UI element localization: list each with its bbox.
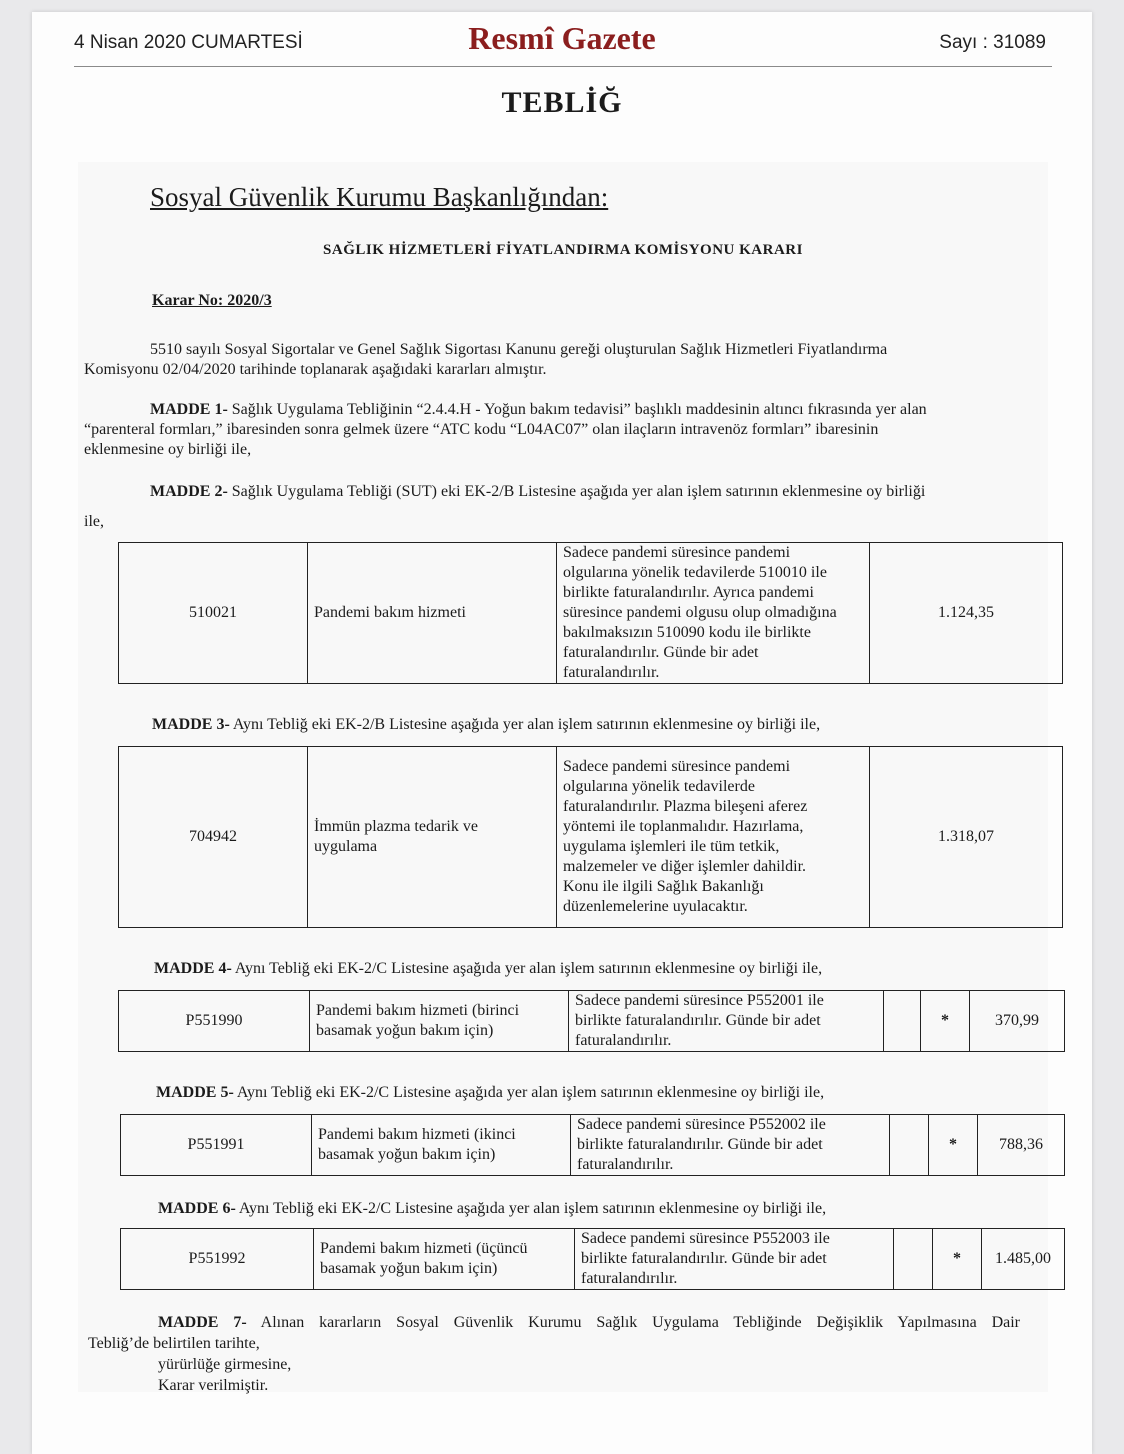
asterisk-mark: * (929, 1115, 978, 1176)
procedure-name: Pandemi bakım hizmeti (308, 543, 557, 684)
article-7 (88, 1312, 1020, 1396)
article-label: MADDE 6- (158, 1200, 236, 1217)
table-row (119, 991, 1065, 1052)
procedure-table-P551991 (120, 1114, 1065, 1176)
article-label: MADDE 5- (156, 1084, 234, 1101)
asterisk-mark: * (921, 991, 970, 1052)
article-text: Sağlık Uygulama Tebliği (SUT) eki EK-2/B Listesine aşağıda yer alan işlem satırının eklenmesine oy birliği (231, 483, 926, 500)
article-text: Aynı Tebliğ eki EK-2/C Listesine aşağıda yer alan işlem satırının eklenmesine oy birliği ile, (238, 1200, 827, 1217)
article-text: ile, (84, 513, 104, 530)
procedure-name: Pandemi bakım hizmeti (birinci basamak yoğun bakım için) (310, 991, 569, 1052)
procedure-description: Sadece pandemi süresince pandemi olgularına yönelik tedavilerde faturalandırılır. Plazma bileşeni aferez yöntemi ile toplanmalıdır. Hazırlama, uygulama işlemleri ile tüm tetkik, malzemeler ve diğer işlemler dahildir. Konu ile ilgili Sağlık Bakanlığı düzenlemelerine uyulacaktır. (557, 747, 870, 928)
table-row (119, 543, 1063, 684)
procedure-table-P551992 (120, 1228, 1065, 1290)
article-text: Karar verilmiştir. (158, 1377, 269, 1394)
intro-paragraph (84, 340, 1014, 380)
procedure-price: 1.318,07 (870, 747, 1063, 928)
scanned-document (78, 162, 1051, 1394)
issue-number: Sayı : 31089 (939, 32, 1046, 53)
article-5 (156, 1084, 824, 1102)
decision-number: Karar No: 2020/3 (152, 292, 272, 309)
procedure-code: 704942 (119, 747, 308, 928)
article-text: Sağlık Uygulama Tebliğinin “2.4.4.H - Yoğun bakım tedavisi” başlıklı maddesinin altıncı fıkrasında yer alan (231, 401, 927, 418)
article-text: Aynı Tebliğ eki EK-2/C Listesine aşağıda yer alan işlem satırının eklenmesine oy birliği ile, (236, 1084, 825, 1101)
procedure-table-510021 (118, 542, 1063, 684)
procedure-description: Sadece pandemi süresince P552002 ile birlikte faturalandırılır. Günde bir adet faturalandırılır. (571, 1115, 890, 1176)
procedure-name: Pandemi bakım hizmeti (ikinci basamak yoğun bakım için) (312, 1115, 571, 1176)
procedure-description: Sadece pandemi süresince P552003 ile birlikte faturalandırılır. Günde bir adet faturalandırılır. (575, 1229, 894, 1290)
table-row (119, 747, 1063, 928)
procedure-price: 788,36 (978, 1115, 1065, 1176)
empty-cell (894, 1229, 933, 1290)
article-text: “parenteral formları,” ibaresinden sonra gelmek üzere “ATC kodu “L04AC07” olan ilaçların intravenöz formları” ibaresinin (84, 421, 879, 438)
article-label: MADDE 1- (150, 401, 228, 418)
committee-title: SAĞLIK HİZMETLERİ FİYATLANDIRMA KOMİSYONU KARARI (323, 242, 803, 258)
article-6 (158, 1200, 826, 1218)
article-text: yürürlüğe girmesine, (158, 1356, 292, 1373)
article-3 (152, 716, 820, 734)
header-divider (74, 66, 1052, 67)
procedure-description: Sadece pandemi süresince pandemi olgularına yönelik tedavilerde 510010 ile birlikte faturalandırılır. Ayrıca pandemi süresince pandemi olgusu olup olmadığına bakılmaksızın 510090 kodu ile birlikte faturalandırılır. Günde bir adet faturalandırılır. (557, 543, 870, 684)
article-label: MADDE 2- (150, 483, 228, 500)
procedure-description: Sadece pandemi süresince P552001 ile birlikte faturalandırılır. Günde bir adet faturalandırılır. (569, 991, 884, 1052)
procedure-code: 510021 (119, 543, 308, 684)
procedure-price: 370,99 (970, 991, 1065, 1052)
article-text: eklenmesine oy birliği ile, (84, 441, 252, 458)
asterisk-mark: * (933, 1229, 982, 1290)
article-4 (154, 960, 822, 978)
procedure-code: P551991 (121, 1115, 312, 1176)
procedure-name: Pandemi bakım hizmeti (üçüncü basamak yoğun bakım için) (314, 1229, 575, 1290)
intro-line: 5510 sayılı Sosyal Sigortalar ve Genel Sağlık Sigortası Kanunu gereği oluşturulan Sağlık Hizmetleri Fiyatlandırma (150, 341, 888, 358)
article-text: Aynı Tebliğ eki EK-2/B Listesine aşağıda yer alan işlem satırının eklenmesine oy birliği ile, (232, 716, 821, 733)
intro-line: Komisyonu 02/04/2020 tarihinde toplanarak aşağıdaki kararları almıştır. (84, 361, 547, 378)
procedure-price: 1.124,35 (870, 543, 1063, 684)
gazette-name: Resmî Gazete (468, 20, 656, 56)
procedure-table-704942 (118, 746, 1063, 928)
empty-cell (884, 991, 921, 1052)
document-type: TEBLİĞ (501, 86, 623, 119)
article-label: MADDE 4- (154, 960, 232, 977)
procedure-table-P551990 (118, 990, 1065, 1052)
gazette-page (32, 12, 1092, 1454)
table-row (121, 1115, 1065, 1176)
procedure-price: 1.485,00 (982, 1229, 1065, 1290)
procedure-name: İmmün plazma tedarik ve uygulama (308, 747, 557, 928)
procedure-code: P551992 (121, 1229, 314, 1290)
institution-heading: Sosyal Güvenlik Kurumu Başkanlığından: (150, 182, 609, 212)
table-row (121, 1229, 1065, 1290)
article-label: MADDE 7- (158, 1314, 247, 1331)
article-label: MADDE 3- (152, 716, 230, 733)
article-1 (84, 400, 1014, 460)
article-text: Alınan kararların Sosyal Güvenlik Kurumu Sağlık Uygulama Tebliğinde Değişiklik Yapılmasına Dair (260, 1314, 1021, 1331)
article-text: Aynı Tebliğ eki EK-2/C Listesine aşağıda yer alan işlem satırının eklenmesine oy birliği ile, (234, 960, 823, 977)
header-date: 4 Nisan 2020 CUMARTESİ (74, 32, 303, 53)
procedure-code: P551990 (119, 991, 310, 1052)
article-text: Tebliğ’de belirtilen tarihte, (88, 1335, 260, 1352)
empty-cell (890, 1115, 929, 1176)
article-2 (84, 482, 1014, 532)
